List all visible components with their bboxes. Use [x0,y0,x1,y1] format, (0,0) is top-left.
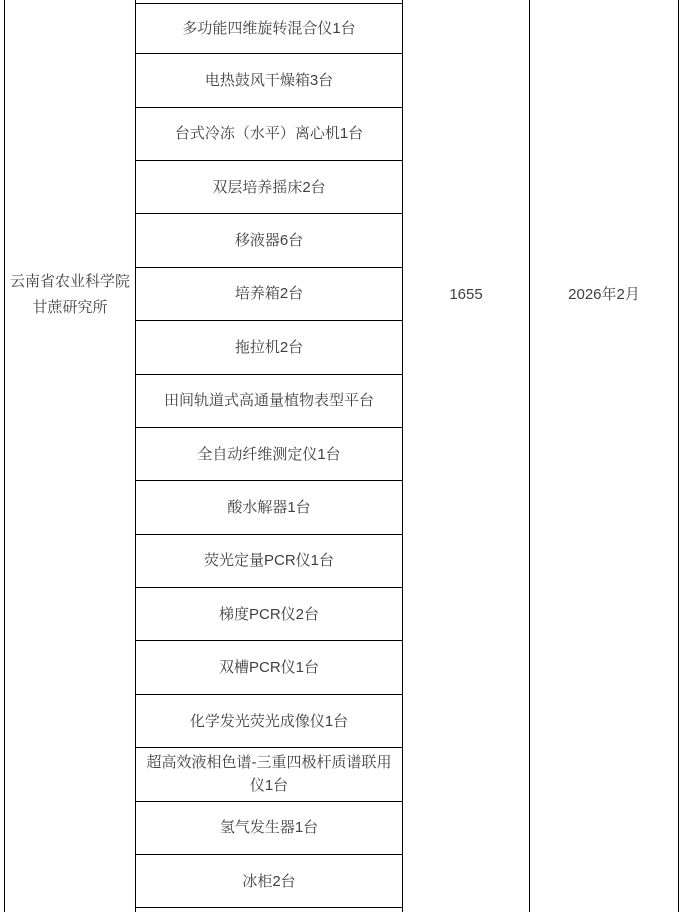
equipment-item-cell: 梯度PCR仪2台 [136,588,402,640]
equipment-item-cell: 多功能四维旋转混合仪1台 [136,4,402,53]
equipment-item-cell: 酸水解器1台 [136,481,402,533]
equipment-partial-row [136,908,402,912]
equipment-item-cell: 荧光定量PCR仪1台 [136,535,402,587]
equipment-item-cell: 全自动纤维测定仪1台 [136,428,402,480]
equipment-item-cell: 拖拉机2台 [136,321,402,373]
institution-line-2: 甘蔗研究所 [32,299,108,316]
equipment-table [4,0,679,912]
equipment-item-cell: 氢气发生器1台 [136,802,402,854]
equipment-item-cell: 培养箱2台 [136,268,402,320]
equipment-item-cell: 电热鼓风干燥箱3台 [136,54,402,106]
institution-line-1: 云南省农业科学院 [9,273,130,290]
equipment-item-cell: 移液器6台 [136,214,402,266]
date-value: 2026年2月 [568,286,640,303]
institution-name [5,269,135,321]
equipment-item-cell: 田间轨道式高通量植物表型平台 [136,375,402,427]
equipment-partial-row [136,0,402,3]
equipment-item-cell: 化学发光荧光成像仪1台 [136,695,402,747]
equipment-item-cell: 双槽PCR仪1台 [136,641,402,693]
equipment-item-cell: 台式冷冻（水平）离心机1台 [136,108,402,160]
equipment-item-cell: 冰柜2台 [136,855,402,907]
equipment-item-cell: 超高效液相色谱-三重四极杆质谱联用仪1台 [136,748,402,800]
quantity-cell [403,0,529,912]
institution-cell [5,0,135,912]
quantity-value: 1655 [449,286,483,303]
equipment-item-cell: 双层培养摇床2台 [136,161,402,213]
date-cell [530,0,678,912]
